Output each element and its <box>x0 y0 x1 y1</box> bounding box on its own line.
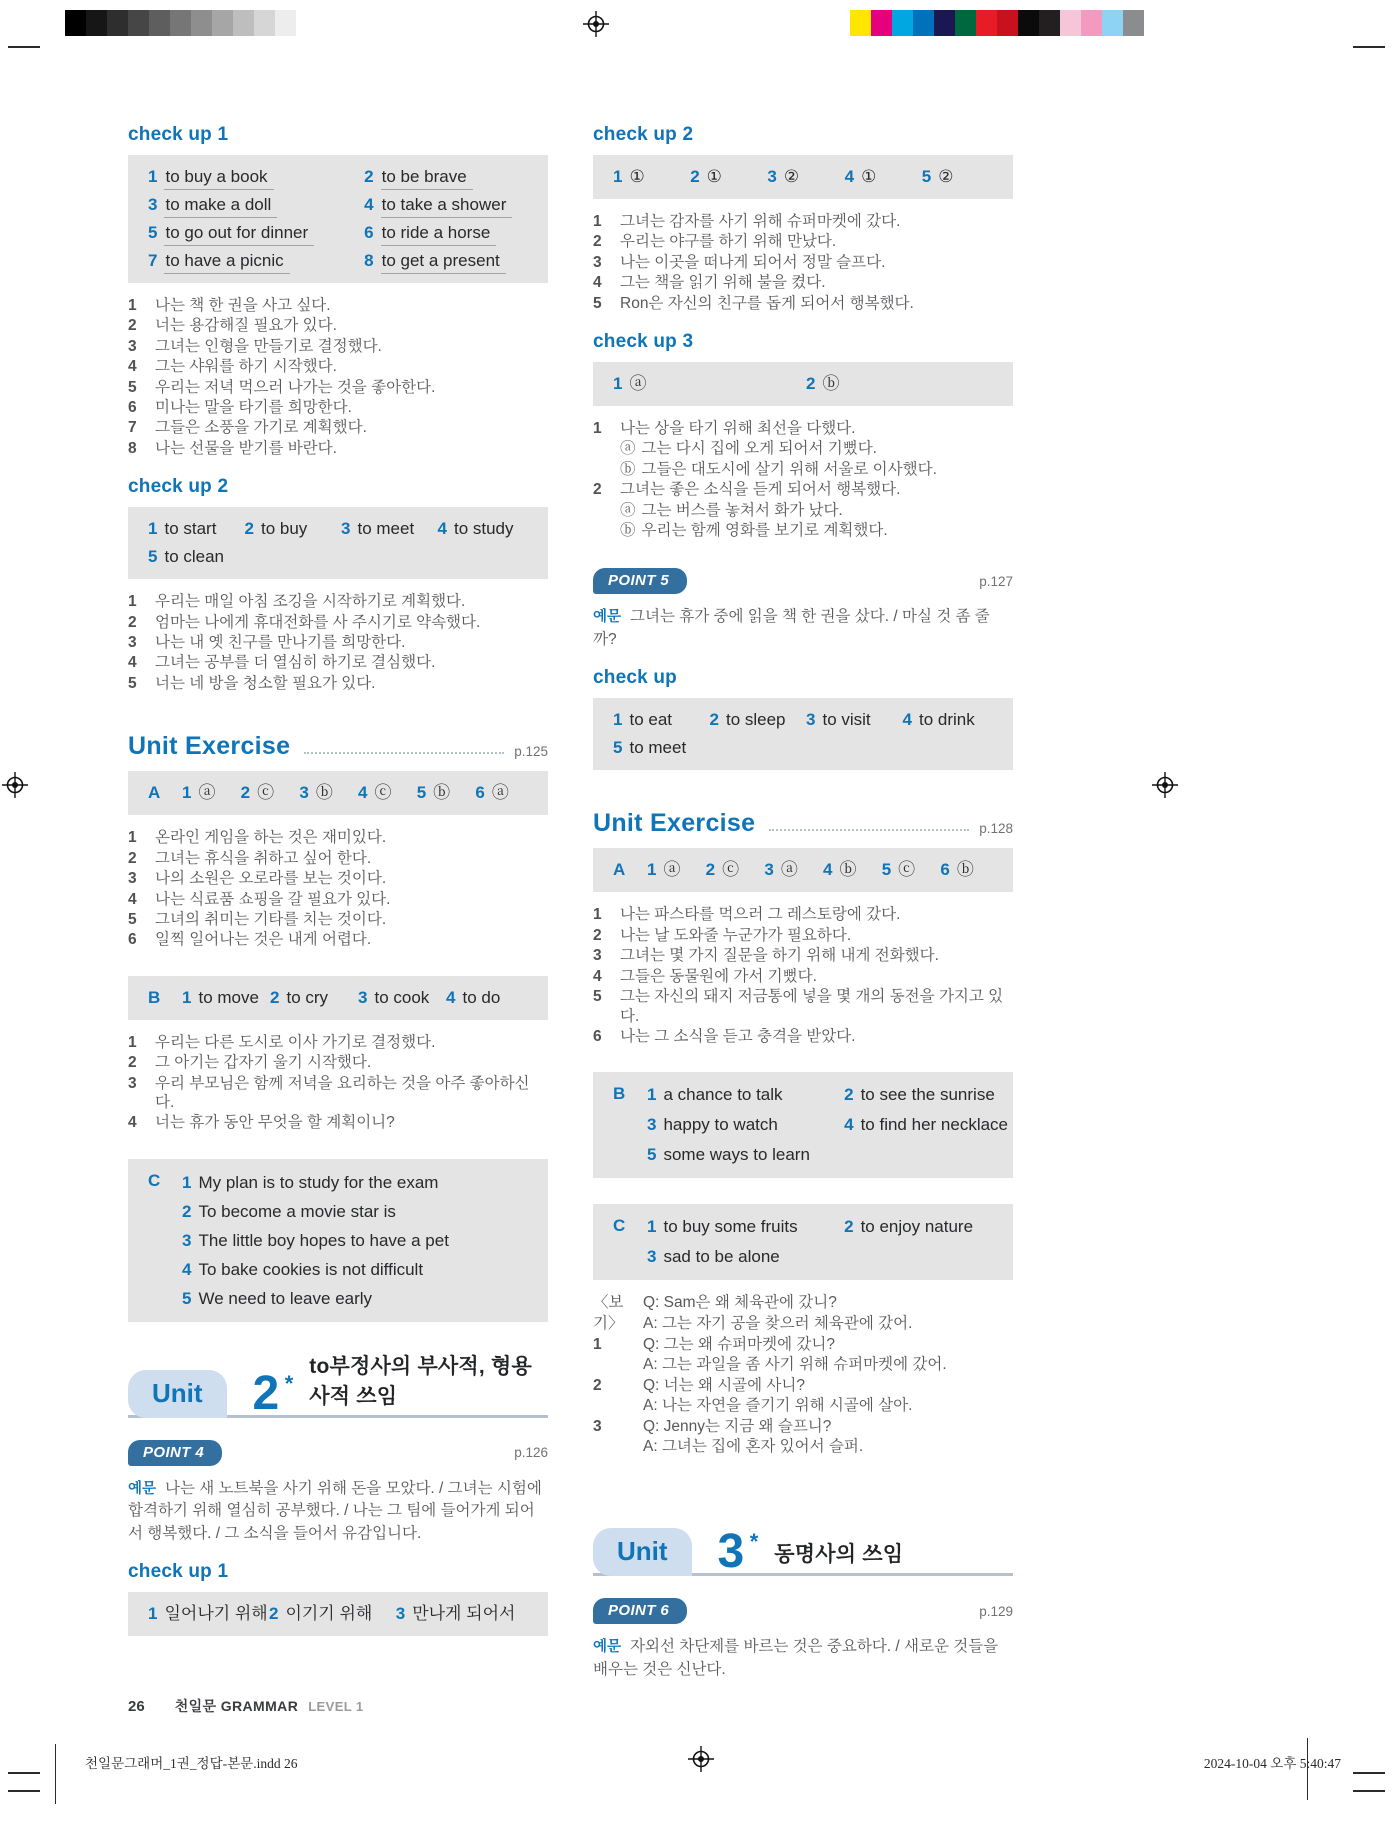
answer-item: 5 some ways to learn <box>647 1145 810 1165</box>
answer-item: 4 ⓒ <box>358 783 392 803</box>
answer-item: 4 to drink <box>902 710 975 730</box>
grayscale-calibration-bar <box>65 10 317 36</box>
checkup1b-heading: check up 1 <box>128 1561 229 1583</box>
page-reference: p.129 <box>979 1603 1013 1619</box>
checkup2-translation-list <box>128 592 548 693</box>
exercise-c-answer-box-right <box>593 1204 1013 1280</box>
checkup3-translation-list <box>593 419 1013 540</box>
checkup2-right-answer-box <box>593 155 1013 199</box>
answer-item: 5 ② <box>921 167 954 186</box>
answer-item: 1 My plan is to study for the exam <box>182 1172 439 1192</box>
checkup3-answer-box <box>593 362 1013 406</box>
answer-item: 1 일어나기 위해 <box>148 1604 268 1624</box>
crop-mark <box>1353 1772 1385 1774</box>
sentence: 1 나는 상을 타기 위해 최선을 다했다. <box>593 420 856 438</box>
answer-item: 2 ⓑ <box>806 374 840 394</box>
exercise-label: A <box>148 783 161 803</box>
left-column <box>128 124 548 1697</box>
answer-item: 3 to make a doll <box>148 192 364 218</box>
answer-item: 3 ② <box>767 167 800 186</box>
color-swatch <box>296 10 317 36</box>
answer-item: 5 to meet <box>613 738 687 758</box>
color-swatch <box>892 10 913 36</box>
checkup1-heading: check up 1 <box>128 124 229 145</box>
color-swatch <box>86 10 107 36</box>
sub-sentence: ⓐ 그는 다시 집에 오게 되어서 기뻤다. <box>620 440 877 458</box>
checkup2-right-translation-list <box>593 212 1013 313</box>
sentence: 5 우리는 저녁 먹으러 나가는 것을 좋아한다. <box>128 378 436 396</box>
color-swatch <box>955 10 976 36</box>
answer-item: 3 to meet <box>341 519 415 539</box>
sentence: 2 그녀는 휴식을 취하고 싶어 한다. <box>128 849 372 867</box>
exercise-label: C <box>148 1170 161 1190</box>
answer-item: 3 happy to watch <box>647 1115 778 1135</box>
book-title: 천일문 GRAMMAR <box>174 1698 299 1714</box>
answer-item: 4 To bake cookies is not difficult <box>182 1259 424 1279</box>
answer-item: 5 to go out for dinner <box>148 220 364 246</box>
exercise-b-translation-list <box>128 1033 548 1133</box>
answer-item: 4 to find her necklace <box>844 1115 1008 1135</box>
point5-example: 예문 그녀는 휴가 중에 읽을 책 한 권을 샀다. / 마실 것 좀 줄까? <box>593 608 990 648</box>
point4-example: 예문 나는 새 노트북을 사기 위해 돈을 모았다. / 그녀는 시험에 합격하기 위해 열심히 공부했다. / 나는 그 팀에 들어가게 되어서 행복했다. / 그 소식을 들어서 유감입니다. <box>128 1479 542 1542</box>
sentence: 5 Ron은 자신의 친구를 돕게 되어서 행복했다. <box>593 294 914 312</box>
answer-item: 3 만나게 되어서 <box>395 1604 516 1624</box>
unit-exercise-title: Unit Exercise <box>593 809 756 838</box>
point-badge: POINT 4 <box>128 1440 222 1466</box>
crop-mark <box>1353 1790 1385 1792</box>
answer-item: 2 to be brave <box>364 164 534 190</box>
answer-item: 5 to clean <box>148 547 225 567</box>
color-swatch <box>1081 10 1102 36</box>
point4-row <box>128 1440 548 1466</box>
answer-item: 6 ⓐ <box>475 783 509 803</box>
color-swatch <box>254 10 275 36</box>
exercise-label: B <box>613 1084 626 1104</box>
answer-item: 1 to move <box>182 987 259 1007</box>
sentence: 1 우리는 매일 아침 조깅을 시작하기로 계획했다. <box>128 593 466 611</box>
print-filename: 천일문그래머_1권_정답-본문.indd 26 <box>85 1756 298 1771</box>
color-swatch <box>1123 10 1144 36</box>
point5-row <box>593 568 1013 594</box>
crop-mark <box>8 1772 40 1774</box>
answer-item: 2 ⓒ <box>240 783 275 803</box>
color-swatch <box>170 10 191 36</box>
sentence: 3 나는 내 옛 친구를 만나기를 희망한다. <box>128 634 406 652</box>
print-timestamp: 2024-10-04 오후 5:40:47 <box>1203 1756 1341 1771</box>
example-label: 예문 <box>593 609 622 626</box>
color-swatch <box>233 10 254 36</box>
sentence: 3 그녀는 몇 가지 질문을 하기 위해 내게 전화했다. <box>593 947 939 965</box>
answer-item: 1 ⓐ <box>613 374 647 394</box>
right-column <box>593 124 1013 1697</box>
color-swatch <box>934 10 955 36</box>
registration-mark-icon <box>1152 772 1178 798</box>
answer-item: 2 to enjoy nature <box>844 1217 974 1237</box>
sentence: 3 나의 소원은 오로라를 보는 것이다. <box>128 870 387 888</box>
unit3-header <box>593 1514 1013 1579</box>
color-swatch <box>275 10 296 36</box>
crop-mark <box>8 1790 40 1792</box>
sub-sentence: ⓑ 그들은 대도시에 살기 위해 서울로 이사했다. <box>620 460 937 478</box>
answer-item: 5 ⓑ <box>416 783 451 803</box>
answer-item: 2 to buy <box>244 519 308 539</box>
color-swatch <box>107 10 128 36</box>
answer-item: 1 to buy a book <box>148 164 364 190</box>
page-reference: p.125 <box>514 744 548 760</box>
color-swatch <box>1102 10 1123 36</box>
sentence: 1 온라인 게임을 하는 것은 재미있다. <box>128 829 387 847</box>
crop-mark <box>8 46 40 48</box>
unit2-header <box>128 1356 548 1418</box>
qa-item: 3 Q: Jenny는 지금 왜 슬프니? A: 그녀는 집에 혼자 있어서 슬퍼. <box>593 1417 864 1456</box>
answer-item: 2 to sleep <box>709 710 786 730</box>
sentence: 5 그녀의 취미는 기타를 치는 것이다. <box>128 910 387 928</box>
answer-item: 4 to take a shower <box>364 192 534 218</box>
sentence: 4 그녀는 공부를 더 열심히 하기로 결심했다. <box>128 654 436 672</box>
registration-mark-icon <box>583 11 609 37</box>
point6-example: 예문 자외선 차단제를 바르는 것은 중요하다. / 새로운 것들을 배우는 것은 신난다. <box>593 1638 999 1678</box>
answer-item: 1 ⓐ <box>182 783 216 803</box>
asterisk: * <box>284 1370 294 1396</box>
color-swatch <box>149 10 170 36</box>
answer-item: 3 ⓑ <box>299 783 333 803</box>
color-calibration-bar <box>850 10 1144 36</box>
page-reference: p.128 <box>979 821 1013 837</box>
checkup-heading: check up <box>593 667 677 689</box>
sentence: 1 나는 책 한 권을 사고 싶다. <box>128 297 331 314</box>
answer-item: 4 ⓑ <box>823 860 857 880</box>
sentence: 3 그녀는 인형을 만들기로 결정했다. <box>128 337 382 355</box>
answer-item: 6 ⓑ <box>940 860 974 880</box>
answer-item: 4 to do <box>446 987 501 1007</box>
exercise-a-answer-box-right <box>593 848 1013 892</box>
page-body <box>128 124 1013 1697</box>
sub-sentence: ⓐ 그는 버스를 놓쳐서 화가 났다. <box>620 501 843 519</box>
color-swatch <box>212 10 233 36</box>
answer-item: 3 The little boy hopes to have a pet <box>182 1230 449 1250</box>
answer-item: 2 to cry <box>270 987 329 1007</box>
sentence: 2 엄마는 나에게 휴대전화를 사 주시기로 약속했다. <box>128 613 481 631</box>
exercise-label: A <box>613 860 626 880</box>
answer-item: 7 to have a picnic <box>148 248 364 274</box>
answer-item: 5 We need to leave early <box>182 1288 373 1308</box>
unit-pill: Unit <box>128 1370 227 1418</box>
answer-item: 2 ① <box>690 167 722 186</box>
answer-item: 1 ⓐ <box>647 860 681 880</box>
checkup-answer-box <box>593 698 1013 770</box>
sentence: 3 우리 부모님은 함께 저녁을 요리하는 것을 아주 좋아하신다. <box>128 1074 530 1111</box>
example-label: 예문 <box>593 1639 622 1656</box>
registration-mark-icon <box>688 1746 714 1772</box>
answer-item: 2 to see the sunrise <box>844 1085 995 1105</box>
page-reference: p.126 <box>514 1445 548 1461</box>
checkup1b-answer-box <box>128 1592 548 1636</box>
color-swatch <box>128 10 149 36</box>
point6-row <box>593 1598 1013 1624</box>
answer-item: 3 to cook <box>358 987 430 1007</box>
qa-item: 1 Q: 그는 왜 슈퍼마켓에 갔니? A: 그는 과일을 좀 사기 위해 슈퍼마켓에 갔어. <box>593 1335 947 1374</box>
exercise-label: B <box>148 987 161 1007</box>
unit-number: 3 * <box>718 1530 745 1574</box>
registration-mark-icon <box>2 772 28 798</box>
answer-item: 4 to study <box>437 519 514 539</box>
crop-mark <box>55 1744 56 1804</box>
dotted-leader <box>304 751 504 754</box>
sentence: 2 너는 용감해질 필요가 있다. <box>128 317 337 335</box>
checkup1-answer-box <box>128 155 548 283</box>
sentence: 4 그들은 동물원에 가서 기뻤다. <box>593 967 817 985</box>
answer-item: 1 a chance to talk <box>647 1085 783 1105</box>
answer-item: 1 to buy some fruits <box>647 1217 798 1237</box>
sentence: 2 나는 날 도와줄 누군가가 필요하다. <box>593 926 852 944</box>
checkup2-heading: check up 2 <box>128 476 229 498</box>
sentence: 6 미나는 말을 타기를 희망한다. <box>128 399 352 417</box>
book-level: LEVEL 1 <box>308 1699 364 1714</box>
unit-title: to부정사의 부사적, 형용사적 쓰임 <box>309 1354 532 1408</box>
sentence: 4 너는 휴가 동안 무엇을 할 계획이니? <box>128 1114 395 1132</box>
checkup2-answer-box <box>128 507 548 579</box>
answer-item: 2 To become a movie star is <box>182 1201 396 1221</box>
checkup2-right-heading: check up 2 <box>593 124 694 145</box>
sentence: 6 나는 그 소식을 듣고 충격을 받았다. <box>593 1027 856 1045</box>
point-badge: POINT 5 <box>593 568 687 594</box>
sentence: 5 그는 자신의 돼지 저금통에 넣을 몇 개의 동전을 가지고 있다. <box>593 988 1004 1025</box>
unit-title: 동명사의 쓰임 <box>774 1543 904 1567</box>
crop-mark <box>1353 46 1385 48</box>
answer-item: 1 ① <box>613 167 645 186</box>
answer-item: 1 to start <box>148 519 217 539</box>
unit-number: 2 * <box>253 1372 280 1416</box>
sentence: 2 우리는 야구를 하기 위해 만났다. <box>593 233 837 251</box>
answer-item: 3 to visit <box>806 710 871 730</box>
sentence: 1 나는 파스타를 먹으러 그 레스토랑에 갔다. <box>593 906 901 924</box>
color-swatch <box>913 10 934 36</box>
sentence: 4 나는 식료품 쇼핑을 갈 필요가 있다. <box>128 890 391 908</box>
sentence: 6 일찍 일어나는 것은 내게 어렵다. <box>128 931 372 949</box>
unit-exercise-header-right <box>593 810 1013 836</box>
checkup1-translation-list <box>128 296 548 458</box>
color-swatch <box>1060 10 1081 36</box>
unit-exercise-header <box>128 733 548 759</box>
page-footer <box>128 1696 364 1716</box>
sentence: 7 그들은 소풍을 가기로 계획했다. <box>128 419 367 437</box>
unit-exercise-title: Unit Exercise <box>128 732 291 761</box>
asterisk: * <box>749 1529 759 1555</box>
unit-pill: Unit <box>593 1528 692 1576</box>
checkup3-heading: check up 3 <box>593 331 694 353</box>
color-swatch <box>1039 10 1060 36</box>
exercise-a-answer-box <box>128 771 548 815</box>
exercise-b-answer-box <box>128 976 548 1020</box>
qa-item: 2 Q: 너는 왜 시골에 사니? A: 나는 자연을 즐기기 위해 시골에 살아. <box>593 1376 913 1415</box>
color-swatch <box>1018 10 1039 36</box>
answer-item: 2 이기기 위해 <box>268 1604 373 1624</box>
answer-item: 6 to ride a horse <box>364 220 534 246</box>
color-swatch <box>191 10 212 36</box>
sub-sentence: ⓑ 우리는 함께 영화를 보기로 계획했다. <box>620 522 888 540</box>
example-label: 예문 <box>128 1480 157 1497</box>
exercise-b-answer-box-right <box>593 1072 1013 1178</box>
color-swatch <box>871 10 892 36</box>
color-swatch <box>976 10 997 36</box>
answer-item: 2 ⓒ <box>705 860 740 880</box>
page-number: 26 <box>128 1698 145 1715</box>
qa-example: 〈보기〉 Q: Sam은 왜 체육관에 갔니? A: 그는 자기 공을 찾으러 체육관에 갔어. <box>593 1294 913 1332</box>
color-swatch <box>65 10 86 36</box>
sentence: 3 나는 이곳을 떠나게 되어서 정말 슬프다. <box>593 253 886 271</box>
exercise-c-answer-box <box>128 1159 548 1322</box>
answer-item: 1 to eat <box>613 710 673 730</box>
answer-item: 4 ① <box>844 167 877 186</box>
color-swatch <box>850 10 871 36</box>
sentence: 5 너는 네 방을 청소할 필요가 있다. <box>128 674 376 692</box>
sentence: 1 우리는 다른 도시로 이사 가기로 결정했다. <box>128 1033 436 1051</box>
exercise-a-translation-list <box>128 828 548 949</box>
answer-item: 3 sad to be alone <box>647 1247 780 1267</box>
sentence: 1 그녀는 감자를 사기 위해 슈퍼마켓에 갔다. <box>593 213 901 230</box>
sentence: 4 그는 샤워를 하기 시작했다. <box>128 358 337 376</box>
dotted-leader <box>769 828 969 831</box>
qa-translation-block <box>593 1293 1013 1458</box>
answer-item: 3 ⓐ <box>764 860 798 880</box>
page-reference: p.127 <box>979 573 1013 589</box>
answer-item: 5 ⓒ <box>881 860 916 880</box>
exercise-label: C <box>613 1216 626 1236</box>
answer-item: 8 to get a present <box>364 248 534 274</box>
exercise-a-translation-list-right <box>593 905 1013 1046</box>
sentence: 8 나는 선물을 받기를 바란다. <box>128 439 337 457</box>
point-badge: POINT 6 <box>593 1598 687 1624</box>
sentence: 2 그 아기는 갑자기 울기 시작했다. <box>128 1054 372 1072</box>
sentence: 4 그는 책을 읽기 위해 불을 켰다. <box>593 274 826 292</box>
sentence: 2 그녀는 좋은 소식을 듣게 되어서 행복했다. <box>593 481 901 499</box>
color-swatch <box>997 10 1018 36</box>
